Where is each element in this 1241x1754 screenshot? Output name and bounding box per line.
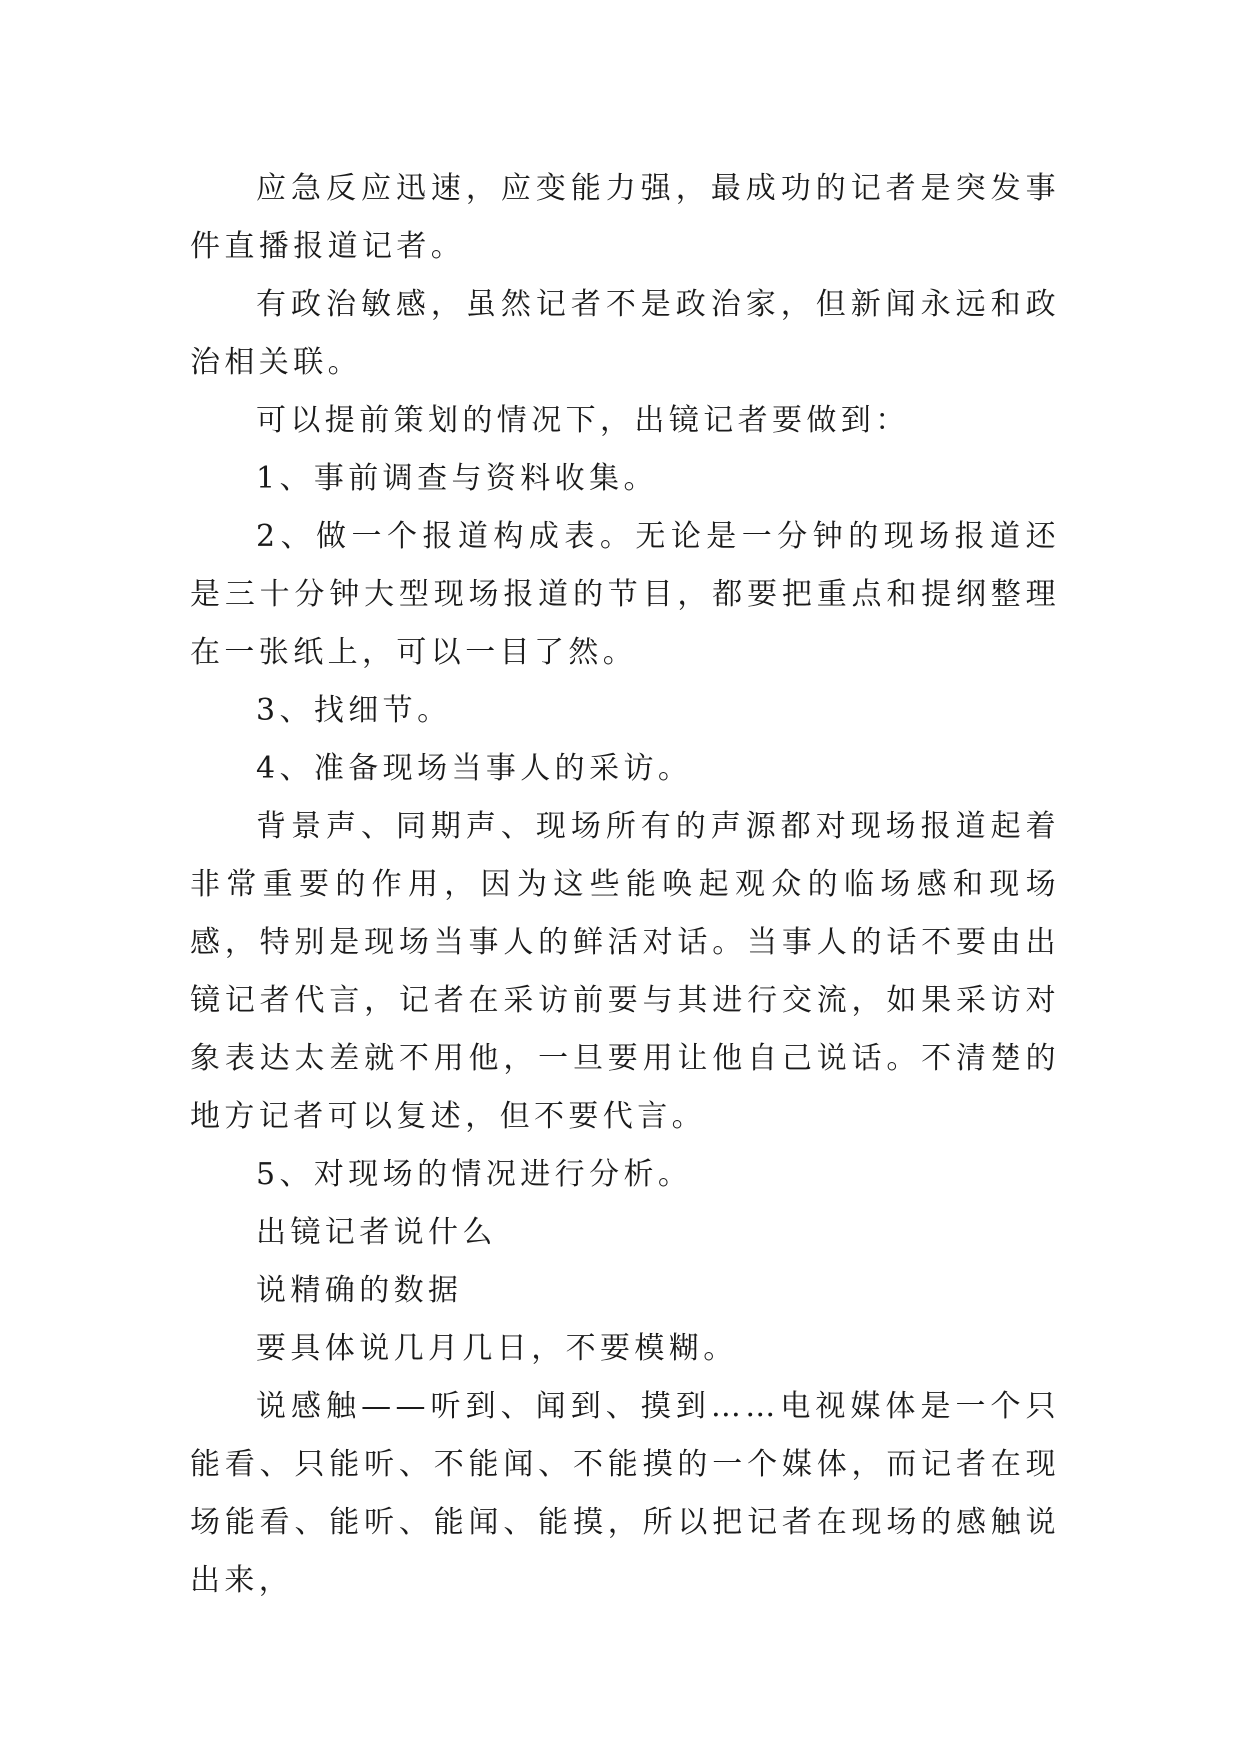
list-item: 5、对现场的情况进行分析。 [256,1157,693,1192]
list-item: 3、找细节。 [256,693,452,728]
list-item: 1、事前调查与资料收集。 [256,461,658,496]
list-item: 4、准备现场当事人的采访。 [256,751,693,786]
paragraph: 应急反应迅速，应变能力强，最成功的记者是突发事件直播报道记者。 [190,171,1060,264]
body-text [190,160,1060,1610]
paragraph: 有政治敏感，虽然记者不是政治家，但新闻永远和政治相关联。 [190,287,1060,380]
list-item: 2、做一个报道构成表。无论是一分钟的现场报道还是三十分钟大型现场报道的节目，都要把重点和提纲整理在一张纸上，可以一目了然。 [190,519,1060,670]
paragraph: 要具体说几月几日，不要模糊。 [256,1331,738,1366]
paragraph: 可以提前策划的情况下，出镜记者要做到： [256,403,910,438]
paragraph: 说感触——听到、闻到、摸到……电视媒体是一个只能看、只能听、不能闻、不能摸的一个媒体，而记者在现场能看、能听、能闻、能摸，所以把记者在现场的感触说出来， [190,1389,1060,1598]
sub-heading: 说精确的数据 [256,1273,463,1308]
section-heading: 出镜记者说什么 [256,1215,497,1250]
paragraph: 背景声、同期声、现场所有的声源都对现场报道起着非常重要的作用，因为这些能唤起观众的临场感和现场感，特别是现场当事人的鲜活对话。当事人的话不要由出镜记者代言，记者在采访前要与其进行交流，如果采访对象表达太差就不用他，一旦要用让他自己说话。不清楚的地方记者可以复述，但不要代言。 [190,809,1060,1134]
